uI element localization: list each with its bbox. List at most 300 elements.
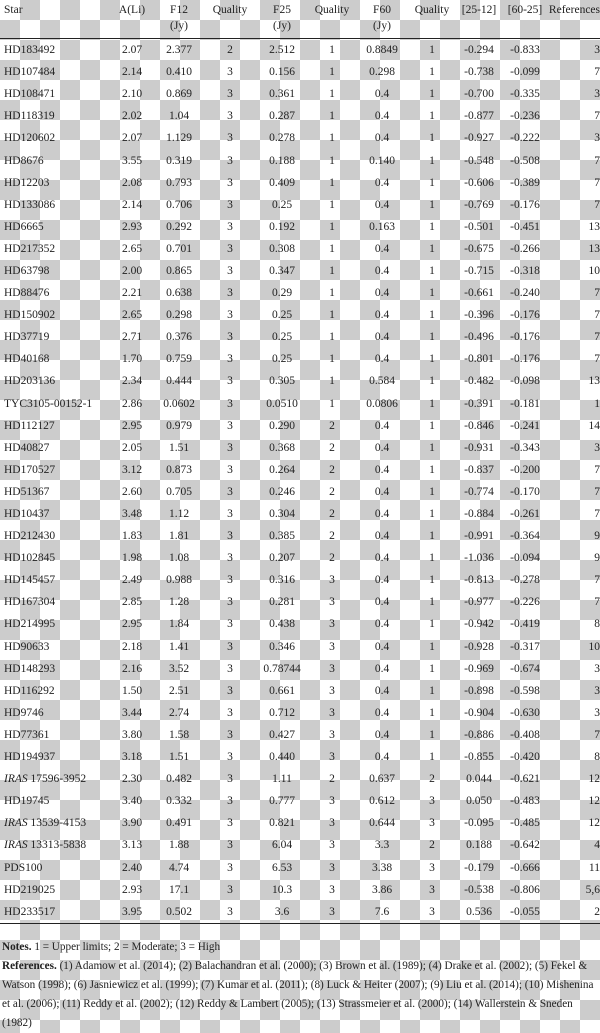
cell-references: 7 (594, 485, 600, 498)
cell-f12: 0.444 (166, 375, 192, 388)
cell-f60: 0.0806 (366, 397, 398, 410)
cell-quality-25: 1 (329, 309, 335, 322)
cell-color-25-12: -0.661 (464, 287, 494, 300)
cell-f60: 0.4 (374, 419, 390, 432)
cell-color-25-12: -0.904 (464, 706, 494, 719)
cell-color-60-25: -0.389 (510, 176, 540, 189)
cell-color-60-25: -0.278 (510, 574, 540, 587)
cell-f60: 3.38 (371, 861, 393, 874)
cell-color-60-25: -0.343 (510, 441, 540, 454)
col-header-f25: F25 (Jy) (256, 0, 308, 39)
cell-quality-12: 3 (227, 198, 233, 211)
cell-f12: 0.410 (166, 66, 192, 79)
cell-quality-60: 1 (429, 640, 435, 653)
table-row (0, 393, 600, 415)
star-name: HD8676 (4, 154, 44, 167)
cell-star (0, 658, 110, 680)
cell-quality-25: 3 (329, 839, 335, 852)
cell-color-60-25: -0.226 (510, 596, 540, 609)
cell-star (0, 768, 110, 790)
cell-color-25-12: -0.969 (464, 662, 494, 675)
cell-color-60-25: -0.099 (510, 66, 540, 79)
catalog-prefix: IRAS (4, 839, 28, 852)
cell-quality-60: 1 (429, 154, 435, 167)
cell-ali: 2.30 (121, 773, 143, 786)
cell-quality-60: 1 (429, 110, 435, 123)
col-header-references: References (548, 0, 600, 39)
cell-quality-12: 3 (227, 309, 233, 322)
cell-references: 12 (588, 817, 600, 830)
table-row (0, 83, 600, 105)
cell-f60: 0.4 (374, 132, 390, 145)
cell-quality-25: 3 (329, 861, 335, 874)
cell-ali: 2.65 (121, 309, 143, 322)
cell-f12: 0.759 (166, 353, 192, 366)
cell-quality-12: 3 (227, 264, 233, 277)
cell-references: 4 (594, 839, 600, 852)
cell-quality-60: 1 (429, 375, 435, 388)
cell-f25: 0.777 (269, 795, 295, 808)
cell-quality-60: 1 (429, 485, 435, 498)
cell-color-60-25: -0.666 (510, 861, 540, 874)
col-header-ali: A(Li) (110, 0, 154, 39)
cell-star (0, 834, 110, 856)
cell-star (0, 83, 110, 105)
cell-f60: 0.4 (374, 552, 390, 565)
table-row (0, 525, 600, 547)
cell-star (0, 326, 110, 348)
cell-f25: 0.207 (269, 552, 295, 565)
cell-references: 14 (588, 419, 600, 432)
cell-quality-25: 3 (329, 662, 335, 675)
cell-color-25-12: -0.606 (464, 176, 494, 189)
cell-ali: 2.10 (121, 88, 143, 101)
cell-ali: 2.49 (121, 574, 143, 587)
col-header-star: Star (0, 0, 110, 39)
cell-ali: 2.93 (121, 883, 143, 896)
cell-references: 12 (588, 795, 600, 808)
star-name: HD214995 (4, 618, 56, 631)
cell-quality-12: 3 (227, 176, 233, 189)
cell-color-25-12: -1.036 (464, 552, 494, 565)
col-header-quality-60: Quality (408, 0, 456, 39)
cell-color-25-12: -0.837 (464, 463, 494, 476)
cell-quality-12: 3 (227, 375, 233, 388)
star-name: 13539-4153 (30, 817, 87, 830)
cell-references: 7 (594, 66, 600, 79)
cell-star (0, 61, 110, 83)
cell-f12: 0.491 (166, 817, 192, 830)
cell-color-25-12: -0.774 (464, 485, 494, 498)
cell-references: 7 (594, 309, 600, 322)
cell-color-60-25: -0.240 (510, 287, 540, 300)
cell-ali: 3.40 (121, 795, 143, 808)
cell-ali: 2.93 (121, 220, 143, 233)
cell-references: 7 (594, 728, 600, 741)
cell-f25: 0.78744 (263, 662, 301, 675)
cell-f12: 0.298 (166, 309, 192, 322)
cell-ali: 2.85 (121, 596, 143, 609)
cell-references: 3 (594, 132, 600, 145)
cell-quality-25: 1 (329, 66, 335, 79)
cell-f25: 0.29 (271, 287, 293, 300)
cell-color-25-12: -0.877 (464, 110, 494, 123)
cell-f12: 0.988 (166, 574, 192, 587)
cell-references: 3 (594, 44, 600, 57)
catalog-prefix: IRAS (4, 817, 28, 830)
cell-color-60-25: -0.236 (510, 110, 540, 123)
cell-f60: 0.4 (374, 463, 390, 476)
cell-references: 3 (594, 684, 600, 697)
table-row (0, 348, 600, 370)
cell-quality-12: 3 (227, 751, 233, 764)
cell-quality-25: 3 (329, 795, 335, 808)
cell-star (0, 724, 110, 746)
cell-quality-25: 1 (329, 154, 335, 167)
cell-star (0, 680, 110, 702)
cell-quality-25: 3 (329, 817, 335, 830)
cell-quality-25: 1 (329, 44, 335, 57)
cell-f25: 0.281 (269, 596, 295, 609)
cell-quality-12: 3 (227, 706, 233, 719)
cell-f12: 0.319 (166, 154, 192, 167)
cell-f12: 4.74 (168, 861, 190, 874)
table-row (0, 591, 600, 613)
cell-quality-60: 1 (429, 44, 435, 57)
cell-f60: 0.4 (374, 88, 390, 101)
cell-f60: 0.4 (374, 110, 390, 123)
cell-quality-25: 2 (329, 773, 335, 786)
cell-quality-12: 3 (227, 684, 233, 697)
cell-quality-12: 3 (227, 574, 233, 587)
table-row (0, 326, 600, 348)
cell-f25: 0.368 (269, 441, 295, 454)
cell-quality-60: 2 (429, 773, 435, 786)
cell-quality-60: 1 (429, 596, 435, 609)
star-name: HD170527 (4, 463, 56, 476)
cell-quality-25: 3 (329, 684, 335, 697)
cell-quality-60: 1 (429, 176, 435, 189)
cell-ali: 1.70 (121, 353, 143, 366)
cell-f60: 0.4 (374, 662, 390, 675)
cell-f60: 0.4 (374, 198, 390, 211)
cell-quality-25: 1 (329, 287, 335, 300)
star-name: HD112127 (4, 419, 55, 432)
cell-f60: 0.4 (374, 485, 390, 498)
table-row (0, 238, 600, 260)
cell-color-60-25: -0.176 (510, 309, 540, 322)
table-row (0, 724, 600, 746)
cell-references: 9 (594, 530, 600, 543)
cell-f12: 0.502 (154, 901, 204, 924)
cell-f25: 10.3 (271, 883, 293, 896)
cell-references: 7 (594, 331, 600, 344)
cell-color-60-25: -0.485 (510, 817, 540, 830)
cell-star (0, 370, 110, 392)
cell-color-25-12: -0.769 (464, 198, 494, 211)
cell-quality-25: 1 (329, 88, 335, 101)
table-row (0, 127, 600, 149)
cell-references: 3 (594, 662, 600, 675)
cell-references: 7 (594, 154, 600, 167)
cell-color-60-25: -0.222 (510, 132, 540, 145)
star-name: HD40168 (4, 353, 50, 366)
cell-references: 8 (594, 751, 600, 764)
cell-f60: 0.163 (369, 220, 395, 233)
table-row (0, 370, 600, 392)
cell-quality-12: 3 (227, 773, 233, 786)
cell-f60: 0.644 (369, 817, 395, 830)
cell-color-25-12: -0.931 (464, 441, 494, 454)
cell-ali: 3.90 (121, 817, 143, 830)
cell-color-25-12: -0.991 (464, 530, 494, 543)
cell-quality-12: 3 (227, 397, 233, 410)
cell-ali: 2.14 (121, 66, 143, 79)
cell-color-60-25: -0.261 (510, 508, 540, 521)
cell-ali: 2.18 (121, 640, 143, 653)
cell-references: 5,6 (585, 883, 600, 896)
cell-f25: 0.25 (271, 198, 293, 211)
cell-quality-25: 2 (329, 485, 335, 498)
cell-quality-60: 1 (429, 264, 435, 277)
table-row (0, 613, 600, 635)
star-name: HD10437 (4, 508, 50, 521)
star-name: HD183492 (4, 44, 56, 57)
cell-quality-25: 1 (329, 176, 335, 189)
cell-color-25-12: -0.294 (464, 44, 494, 57)
cell-ali: 3.80 (121, 728, 143, 741)
cell-quality-12: 3 (227, 287, 233, 300)
cell-ali: 1.98 (121, 552, 143, 565)
references-line: References. (1) Adamow et al. (2014); (2) Balachandran et al. (2000); (3) Brown et al. (1989); (4) Drake et al. (2002); (5) Fekel & Watson (1998); (6) Jasniewicz et al. (1999); (7) Kumar et al. (2011); (8) Luck & Heiter (2007); (9) Liu et al. (2014); (10) Mishenina et al. (2006); (11) Reddy et al. (2002); (12) Reddy & Lambert (2005); (13) Strassmeier et al. (2000); (14) Wallerstein & Sneden (1982) (2, 960, 594, 1029)
table-row (0, 282, 600, 304)
cell-f12: 0.979 (166, 419, 192, 432)
cell-star (0, 172, 110, 194)
cell-color-60-25: -0.181 (510, 397, 540, 410)
cell-color-25-12: -0.855 (464, 751, 494, 764)
cell-ali: 2.02 (121, 110, 143, 123)
table-body (0, 39, 600, 924)
cell-f25: 0.0510 (266, 397, 298, 410)
cell-ali: 3.55 (121, 154, 143, 167)
cell-star (0, 702, 110, 724)
cell-quality-60: 1 (429, 728, 435, 741)
cell-color-60-25: -0.419 (510, 618, 540, 631)
star-name: PDS100 (4, 861, 43, 874)
cell-f60: 0.8849 (366, 44, 398, 57)
star-name: HD116292 (4, 684, 55, 697)
cell-quality-12: 3 (227, 728, 233, 741)
cell-references: 13 (588, 220, 600, 233)
cell-color-60-25: -0.318 (510, 264, 540, 277)
table-row (0, 172, 600, 194)
col-header-quality-25: Quality (308, 0, 356, 39)
cell-color-60-25: -0.176 (510, 353, 540, 366)
cell-color-25-12: -0.846 (464, 419, 494, 432)
cell-f25: 0.661 (269, 684, 295, 697)
cell-quality-12: 3 (227, 508, 233, 521)
cell-quality-60: 3 (429, 883, 435, 896)
cell-quality-25: 2 (329, 530, 335, 543)
cell-f25: 0.304 (269, 508, 295, 521)
cell-ali: 3.44 (121, 706, 143, 719)
cell-references: 2 (548, 901, 600, 924)
cell-quality-60: 1 (429, 353, 435, 366)
cell-f12: 1.58 (168, 728, 190, 741)
cell-quality-12: 3 (227, 419, 233, 432)
table-row (0, 216, 600, 238)
cell-f12: 1.51 (168, 441, 190, 454)
cell-quality-60: 1 (429, 309, 435, 322)
star-name: HD145457 (4, 574, 56, 587)
cell-quality-12: 3 (227, 861, 233, 874)
cell-quality-12: 3 (227, 883, 233, 896)
cell-f60: 7.6 (356, 901, 408, 924)
cell-references: 3 (594, 706, 600, 719)
cell-quality-12: 3 (227, 154, 233, 167)
star-name: HD148293 (4, 662, 56, 675)
cell-f60: 0.612 (369, 795, 395, 808)
cell-quality-12: 3 (227, 618, 233, 631)
cell-quality-60: 1 (429, 441, 435, 454)
cell-f25: 0.712 (269, 706, 295, 719)
cell-quality-12: 2 (227, 44, 233, 57)
cell-ali: 2.21 (121, 287, 143, 300)
table-row (0, 901, 600, 924)
cell-quality-60: 1 (429, 132, 435, 145)
cell-references: 1 (594, 397, 600, 410)
cell-quality-25: 1 (329, 264, 335, 277)
table-row (0, 790, 600, 812)
cell-color-25-12: -0.898 (464, 684, 494, 697)
cell-ali: 2.40 (121, 861, 143, 874)
table-row (0, 746, 600, 768)
cell-f12: 0.869 (166, 88, 192, 101)
cell-star (0, 525, 110, 547)
cell-f25: 0.25 (271, 309, 293, 322)
cell-f25: 2.512 (269, 44, 295, 57)
cell-f25: 0.192 (269, 220, 295, 233)
star-name: HD150902 (4, 309, 56, 322)
star-name: HD212430 (4, 530, 56, 543)
cell-references: 11 (588, 861, 600, 874)
cell-color-25-12: 0.536 (456, 901, 502, 924)
cell-f12: 1.51 (168, 751, 190, 764)
cell-star (0, 481, 110, 503)
cell-quality-25: 3 (329, 751, 335, 764)
cell-star (0, 636, 110, 658)
cell-references: 7 (594, 176, 600, 189)
cell-star (0, 282, 110, 304)
cell-quality-60: 1 (429, 508, 435, 521)
cell-star (0, 856, 110, 878)
cell-f25: 3.6 (256, 901, 308, 924)
cell-quality-25: 3 (329, 618, 335, 631)
cell-color-60-25: -0.420 (510, 751, 540, 764)
cell-f25: 0.361 (269, 88, 295, 101)
star-name: HD217352 (4, 242, 56, 255)
cell-f60: 0.4 (374, 684, 390, 697)
cell-star (0, 304, 110, 326)
cell-color-60-25: -0.364 (510, 530, 540, 543)
cell-color-60-25: -0.598 (510, 684, 540, 697)
cell-f25: 0.427 (269, 728, 295, 741)
cell-f60: 3.3 (374, 839, 390, 852)
star-name: HD88476 (4, 287, 50, 300)
star-name: HD219025 (4, 883, 56, 896)
cell-quality-25: 3 (329, 728, 335, 741)
cell-ali: 2.71 (121, 331, 143, 344)
cell-star (0, 901, 110, 924)
cell-f25: 0.347 (269, 264, 295, 277)
cell-f25: 0.290 (269, 419, 295, 432)
cell-f12: 1.129 (166, 132, 192, 145)
cell-f25: 0.246 (269, 485, 295, 498)
cell-color-60-25: -0.094 (510, 552, 540, 565)
table-row (0, 547, 600, 569)
cell-star (0, 127, 110, 149)
cell-f12: 0.705 (166, 485, 192, 498)
cell-star (0, 260, 110, 282)
cell-quality-25: 1 (329, 397, 335, 410)
cell-references: 10 (588, 640, 600, 653)
cell-references: 7 (594, 198, 600, 211)
cell-references: 9 (594, 552, 600, 565)
cell-quality-60: 1 (429, 397, 435, 410)
table-row (0, 834, 600, 856)
col-header-color-60-25: [60-25] (502, 0, 548, 39)
cell-color-25-12: -0.391 (464, 397, 494, 410)
cell-quality-25: 3 (329, 640, 335, 653)
cell-color-60-25: -0.508 (510, 154, 540, 167)
cell-f60: 0.4 (374, 309, 390, 322)
cell-quality-25: 3 (308, 901, 356, 924)
cell-quality-12: 3 (227, 66, 233, 79)
cell-star (0, 459, 110, 481)
table-row (0, 702, 600, 724)
cell-color-60-25: -0.317 (510, 640, 540, 653)
cell-quality-12: 3 (227, 596, 233, 609)
cell-quality-25: 1 (329, 353, 335, 366)
cell-quality-12: 3 (227, 441, 233, 454)
cell-f25: 6.53 (271, 861, 293, 874)
cell-quality-60: 1 (429, 574, 435, 587)
cell-quality-25: 1 (329, 110, 335, 123)
cell-ali: 2.16 (121, 662, 143, 675)
cell-f25: 0.308 (269, 242, 295, 255)
cell-ali: 2.00 (121, 264, 143, 277)
col-header-color-25-12: [25-12] (456, 0, 502, 39)
cell-ali: 2.07 (121, 132, 143, 145)
cell-quality-60: 1 (429, 706, 435, 719)
cell-star (0, 238, 110, 260)
cell-quality-25: 1 (329, 331, 335, 344)
cell-color-25-12: 0.188 (466, 839, 492, 852)
cell-quality-60: 1 (429, 684, 435, 697)
cell-references: 3 (594, 441, 600, 454)
cell-references: 13 (588, 375, 600, 388)
cell-references: 7 (594, 287, 600, 300)
cell-quality-12: 3 (227, 132, 233, 145)
cell-f12: 0.865 (166, 264, 192, 277)
cell-color-25-12: -0.095 (464, 817, 494, 830)
cell-quality-12: 3 (227, 530, 233, 543)
star-name: HD63798 (4, 264, 50, 277)
star-name: HD120602 (4, 132, 56, 145)
cell-ali: 2.95 (121, 618, 143, 631)
cell-f25: 0.287 (269, 110, 295, 123)
cell-ali: 2.65 (121, 242, 143, 255)
